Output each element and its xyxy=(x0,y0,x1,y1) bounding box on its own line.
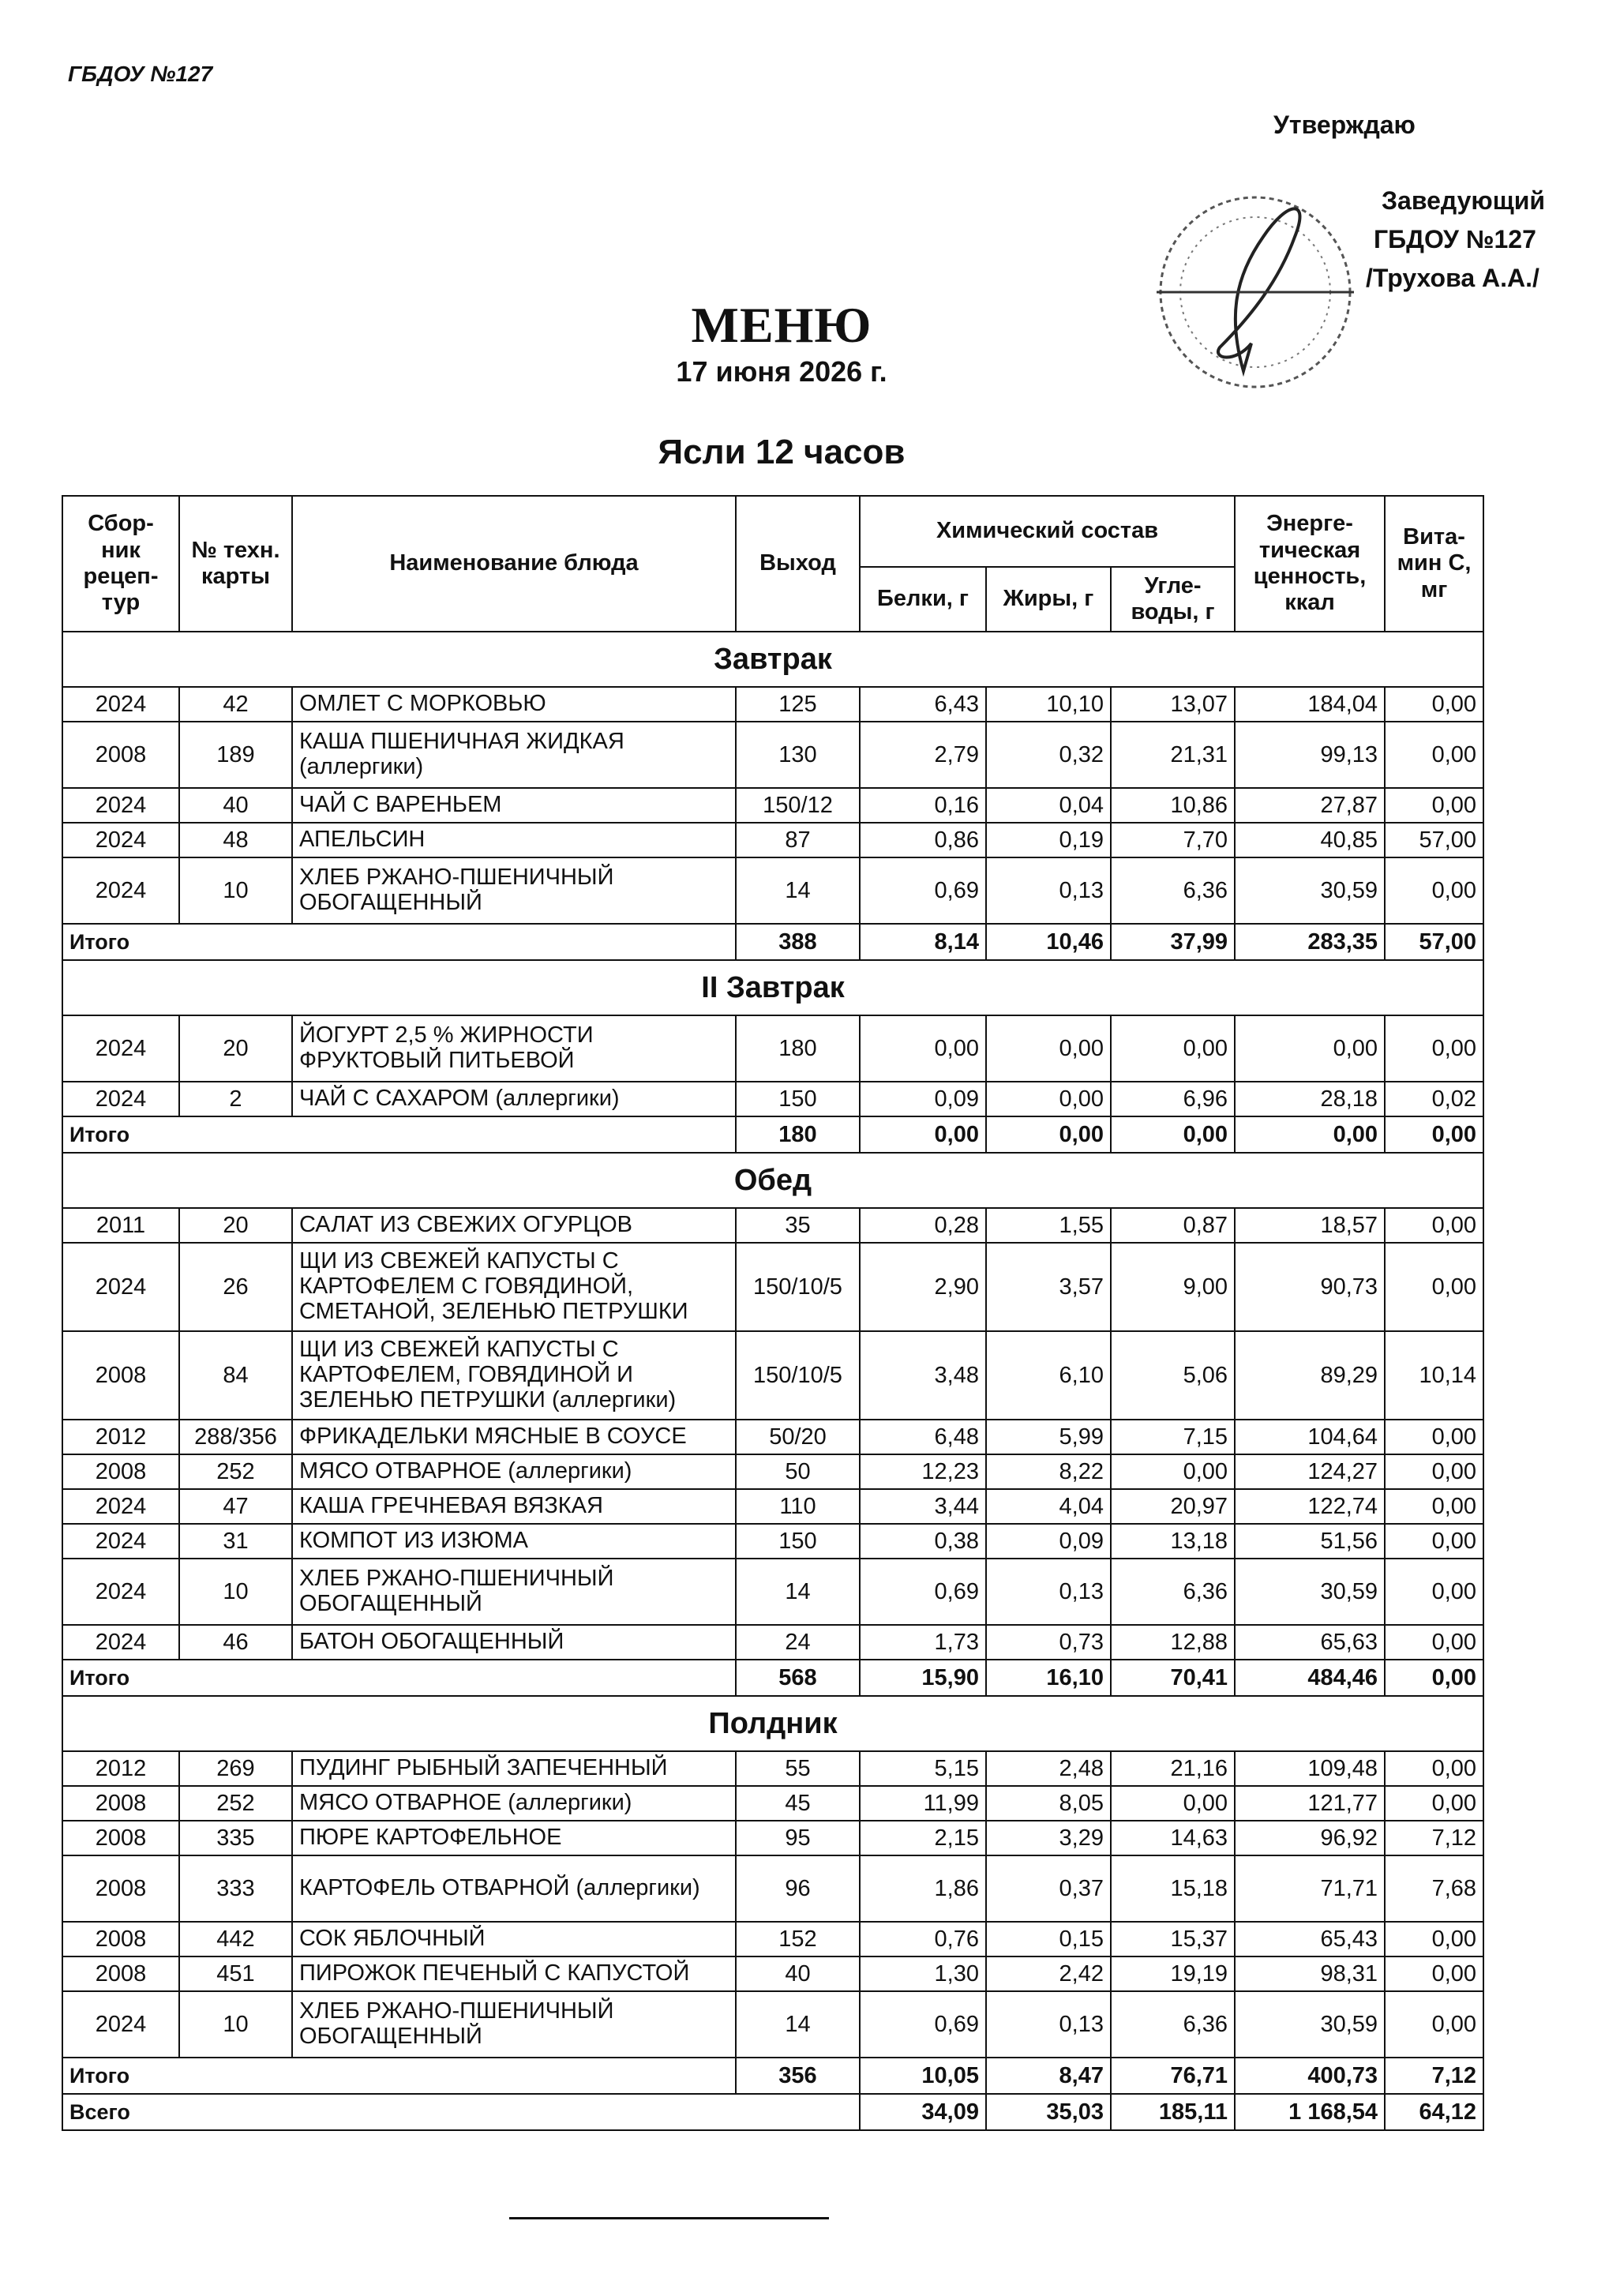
cell-collection-year: 2024 xyxy=(62,857,179,924)
table-row xyxy=(62,788,1483,823)
cell-dish-name: ХЛЕБ РЖАНО-ПШЕНИЧНЫЙ ОБОГАЩЕННЫЙ xyxy=(292,857,736,924)
cell-protein: 3,44 xyxy=(860,1489,986,1524)
grand-total-label: Всего xyxy=(62,2094,860,2130)
cell-protein: 1,30 xyxy=(860,1956,986,1991)
cell-carbs: 6,36 xyxy=(1111,857,1235,924)
cell-dish-name: ЙОГУРТ 2,5 % ЖИРНОСТИ ФРУКТОВЫЙ ПИТЬЕВОЙ xyxy=(292,1015,736,1082)
cell-energy: 98,31 xyxy=(1235,1956,1385,1991)
cell-carbs: 0,00 xyxy=(1111,1786,1235,1821)
cell-vitamin-c: 0,00 xyxy=(1385,1420,1483,1454)
cell-protein: 2,15 xyxy=(860,1821,986,1855)
cell-protein: 2,90 xyxy=(860,1243,986,1331)
table-row xyxy=(62,1821,1483,1855)
cell-collection-year: 2011 xyxy=(62,1208,179,1243)
cell-carbs: 19,19 xyxy=(1111,1956,1235,1991)
table-row xyxy=(62,1559,1483,1625)
cell-dish-name: МЯСО ОТВАРНОЕ (аллергики) xyxy=(292,1786,736,1821)
cell-dish-name: ЩИ ИЗ СВЕЖЕЙ КАПУСТЫ С КАРТОФЕЛЕМ С ГОВЯДИНОЙ, СМЕТАНОЙ, ЗЕЛЕНЬЮ ПЕТРУШКИ xyxy=(292,1243,736,1331)
cell-output: 50 xyxy=(736,1454,860,1489)
footer-divider xyxy=(509,2217,829,2219)
total-energy: 400,73 xyxy=(1235,2058,1385,2094)
cell-protein: 0,69 xyxy=(860,1991,986,2058)
cell-tech-card: 26 xyxy=(179,1243,292,1331)
cell-output: 152 xyxy=(736,1922,860,1956)
cell-fat: 3,29 xyxy=(986,1821,1111,1855)
cell-tech-card: 10 xyxy=(179,1559,292,1625)
cell-dish-name: АПЕЛЬСИН xyxy=(292,823,736,857)
total-vitc: 0,00 xyxy=(1385,1660,1483,1696)
cell-protein: 0,16 xyxy=(860,788,986,823)
cell-carbs: 0,87 xyxy=(1111,1208,1235,1243)
cell-vitamin-c: 0,00 xyxy=(1385,1751,1483,1786)
cell-vitamin-c: 0,00 xyxy=(1385,687,1483,722)
cell-tech-card: 252 xyxy=(179,1454,292,1489)
cell-vitamin-c: 0,00 xyxy=(1385,788,1483,823)
cell-energy: 122,74 xyxy=(1235,1489,1385,1524)
cell-energy: 89,29 xyxy=(1235,1331,1385,1420)
cell-fat: 5,99 xyxy=(986,1420,1111,1454)
cell-carbs: 15,18 xyxy=(1111,1855,1235,1922)
cell-dish-name: ЧАЙ С ВАРЕНЬЕМ xyxy=(292,788,736,823)
cell-fat: 6,10 xyxy=(986,1331,1111,1420)
total-output: 388 xyxy=(736,924,860,960)
total-fat: 8,47 xyxy=(986,2058,1111,2094)
approval-signatory: /Трухова А.А./ xyxy=(1366,264,1539,292)
cell-carbs: 6,36 xyxy=(1111,1991,1235,2058)
cell-energy: 0,00 xyxy=(1235,1015,1385,1082)
cell-carbs: 21,31 xyxy=(1111,722,1235,788)
cell-vitamin-c: 0,00 xyxy=(1385,1922,1483,1956)
cell-collection-year: 2024 xyxy=(62,1559,179,1625)
cell-protein: 0,86 xyxy=(860,823,986,857)
cell-protein: 5,15 xyxy=(860,1751,986,1786)
cell-collection-year: 2008 xyxy=(62,1331,179,1420)
table-row xyxy=(62,1420,1483,1454)
header-vitamin: Вита-мин С, мг xyxy=(1385,496,1483,632)
cell-tech-card: 335 xyxy=(179,1821,292,1855)
cell-collection-year: 2024 xyxy=(62,1991,179,2058)
cell-fat: 2,48 xyxy=(986,1751,1111,1786)
cell-tech-card: 31 xyxy=(179,1524,292,1559)
cell-protein: 0,09 xyxy=(860,1082,986,1116)
table-row xyxy=(62,722,1483,788)
total-vitc: 7,12 xyxy=(1385,2058,1483,2094)
cell-energy: 90,73 xyxy=(1235,1243,1385,1331)
total-fat: 0,00 xyxy=(986,1116,1111,1153)
cell-collection-year: 2008 xyxy=(62,1855,179,1922)
header-dish: Наименование блюда xyxy=(292,496,736,632)
cell-protein: 0,00 xyxy=(860,1015,986,1082)
cell-collection-year: 2008 xyxy=(62,1922,179,1956)
table-row xyxy=(62,1208,1483,1243)
header-collection: Сбор-ник рецеп-тур xyxy=(62,496,179,632)
cell-tech-card: 10 xyxy=(179,857,292,924)
total-label: Итого xyxy=(62,2058,736,2094)
cell-collection-year: 2024 xyxy=(62,1082,179,1116)
total-carbs: 0,00 xyxy=(1111,1116,1235,1153)
header-tech-card: № техн. карты xyxy=(179,496,292,632)
menu-date: 17 июня 2026 г. xyxy=(676,355,887,388)
cell-tech-card: 20 xyxy=(179,1208,292,1243)
cell-collection-year: 2024 xyxy=(62,1015,179,1082)
cell-tech-card: 269 xyxy=(179,1751,292,1786)
table-row xyxy=(62,687,1483,722)
cell-tech-card: 189 xyxy=(179,722,292,788)
grand-total-fat: 35,03 xyxy=(986,2094,1111,2130)
cell-tech-card: 2 xyxy=(179,1082,292,1116)
table-row xyxy=(62,823,1483,857)
cell-collection-year: 2024 xyxy=(62,1625,179,1660)
grand-total-energy: 1 168,54 xyxy=(1235,2094,1385,2130)
cell-collection-year: 2008 xyxy=(62,1956,179,1991)
header-energy: Энерге-тическая ценность, ккал xyxy=(1235,496,1385,632)
cell-energy: 124,27 xyxy=(1235,1454,1385,1489)
cell-collection-year: 2024 xyxy=(62,1489,179,1524)
cell-dish-name: МЯСО ОТВАРНОЕ (аллергики) xyxy=(292,1454,736,1489)
cell-energy: 121,77 xyxy=(1235,1786,1385,1821)
header-output: Выход xyxy=(736,496,860,632)
cell-vitamin-c: 0,00 xyxy=(1385,1625,1483,1660)
total-protein: 0,00 xyxy=(860,1116,986,1153)
cell-fat: 0,13 xyxy=(986,1559,1111,1625)
total-energy: 0,00 xyxy=(1235,1116,1385,1153)
cell-energy: 65,63 xyxy=(1235,1625,1385,1660)
cell-vitamin-c: 10,14 xyxy=(1385,1331,1483,1420)
total-protein: 10,05 xyxy=(860,2058,986,2094)
cell-output: 95 xyxy=(736,1821,860,1855)
cell-energy: 184,04 xyxy=(1235,687,1385,722)
cell-fat: 8,05 xyxy=(986,1786,1111,1821)
cell-output: 150/12 xyxy=(736,788,860,823)
cell-dish-name: ФРИКАДЕЛЬКИ МЯСНЫЕ В СОУСЕ xyxy=(292,1420,736,1454)
cell-dish-name: КАША ГРЕЧНЕВАЯ ВЯЗКАЯ xyxy=(292,1489,736,1524)
total-protein: 8,14 xyxy=(860,924,986,960)
total-energy: 283,35 xyxy=(1235,924,1385,960)
cell-carbs: 13,18 xyxy=(1111,1524,1235,1559)
cell-carbs: 9,00 xyxy=(1111,1243,1235,1331)
cell-collection-year: 2008 xyxy=(62,1454,179,1489)
cell-energy: 27,87 xyxy=(1235,788,1385,823)
cell-tech-card: 46 xyxy=(179,1625,292,1660)
grand-total-protein: 34,09 xyxy=(860,2094,986,2130)
total-output: 568 xyxy=(736,1660,860,1696)
cell-protein: 0,38 xyxy=(860,1524,986,1559)
section-title: Полдник xyxy=(62,1696,1483,1751)
cell-carbs: 12,88 xyxy=(1111,1625,1235,1660)
cell-vitamin-c: 0,00 xyxy=(1385,1208,1483,1243)
cell-fat: 0,04 xyxy=(986,788,1111,823)
cell-carbs: 14,63 xyxy=(1111,1821,1235,1855)
cell-carbs: 13,07 xyxy=(1111,687,1235,722)
section-header xyxy=(62,1696,1483,1751)
cell-protein: 1,73 xyxy=(860,1625,986,1660)
cell-output: 130 xyxy=(736,722,860,788)
cell-carbs: 21,16 xyxy=(1111,1751,1235,1786)
cell-carbs: 20,97 xyxy=(1111,1489,1235,1524)
cell-output: 150/10/5 xyxy=(736,1243,860,1331)
table-row xyxy=(62,1625,1483,1660)
cell-tech-card: 288/356 xyxy=(179,1420,292,1454)
cell-dish-name: ЧАЙ С САХАРОМ (аллергики) xyxy=(292,1082,736,1116)
header-carbs: Угле-воды, г xyxy=(1111,567,1235,632)
grand-total-vitc: 64,12 xyxy=(1385,2094,1483,2130)
cell-output: 150 xyxy=(736,1082,860,1116)
cell-fat: 0,13 xyxy=(986,857,1111,924)
approval-position: Заведующий xyxy=(1382,186,1546,215)
cell-dish-name: САЛАТ ИЗ СВЕЖИХ ОГУРЦОВ xyxy=(292,1208,736,1243)
cell-fat: 3,57 xyxy=(986,1243,1111,1331)
cell-protein: 6,48 xyxy=(860,1420,986,1454)
cell-dish-name: СОК ЯБЛОЧНЫЙ xyxy=(292,1922,736,1956)
table-row xyxy=(62,1855,1483,1922)
cell-output: 24 xyxy=(736,1625,860,1660)
total-row xyxy=(62,2058,1483,2094)
cell-output: 40 xyxy=(736,1956,860,1991)
cell-fat: 8,22 xyxy=(986,1454,1111,1489)
cell-vitamin-c: 7,68 xyxy=(1385,1855,1483,1922)
cell-carbs: 6,96 xyxy=(1111,1082,1235,1116)
grand-total-carbs: 185,11 xyxy=(1111,2094,1235,2130)
cell-fat: 10,10 xyxy=(986,687,1111,722)
cell-energy: 28,18 xyxy=(1235,1082,1385,1116)
cell-collection-year: 2008 xyxy=(62,722,179,788)
cell-tech-card: 20 xyxy=(179,1015,292,1082)
total-label: Итого xyxy=(62,1660,736,1696)
cell-energy: 51,56 xyxy=(1235,1524,1385,1559)
cell-output: 180 xyxy=(736,1015,860,1082)
cell-carbs: 15,37 xyxy=(1111,1922,1235,1956)
header-chem: Химический состав xyxy=(860,496,1235,567)
cell-energy: 40,85 xyxy=(1235,823,1385,857)
section-title: Завтрак xyxy=(62,632,1483,687)
table-row xyxy=(62,1082,1483,1116)
cell-vitamin-c: 0,00 xyxy=(1385,1956,1483,1991)
cell-output: 110 xyxy=(736,1489,860,1524)
cell-output: 45 xyxy=(736,1786,860,1821)
cell-tech-card: 84 xyxy=(179,1331,292,1420)
cell-tech-card: 252 xyxy=(179,1786,292,1821)
section-header xyxy=(62,1153,1483,1208)
total-fat: 16,10 xyxy=(986,1660,1111,1696)
cell-carbs: 10,86 xyxy=(1111,788,1235,823)
cell-fat: 0,32 xyxy=(986,722,1111,788)
section-header xyxy=(62,960,1483,1015)
cell-energy: 104,64 xyxy=(1235,1420,1385,1454)
cell-fat: 0,37 xyxy=(986,1855,1111,1922)
total-row xyxy=(62,924,1483,960)
cell-fat: 0,00 xyxy=(986,1082,1111,1116)
section-title: II Завтрак xyxy=(62,960,1483,1015)
cell-collection-year: 2024 xyxy=(62,1243,179,1331)
cell-collection-year: 2008 xyxy=(62,1786,179,1821)
cell-energy: 71,71 xyxy=(1235,1855,1385,1922)
cell-vitamin-c: 0,00 xyxy=(1385,1991,1483,2058)
cell-protein: 11,99 xyxy=(860,1786,986,1821)
cell-collection-year: 2024 xyxy=(62,687,179,722)
total-output: 356 xyxy=(736,2058,860,2094)
table-row xyxy=(62,1786,1483,1821)
cell-tech-card: 10 xyxy=(179,1991,292,2058)
group-title: Ясли 12 часов xyxy=(658,433,906,471)
table-row xyxy=(62,1922,1483,1956)
cell-carbs: 0,00 xyxy=(1111,1454,1235,1489)
total-row xyxy=(62,1660,1483,1696)
header-fat: Жиры, г xyxy=(986,567,1111,632)
cell-energy: 30,59 xyxy=(1235,1559,1385,1625)
cell-dish-name: КАРТОФЕЛЬ ОТВАРНОЙ (аллергики) xyxy=(292,1855,736,1922)
header-protein: Белки, г xyxy=(860,567,986,632)
cell-protein: 1,86 xyxy=(860,1855,986,1922)
menu-table-body xyxy=(62,632,1483,2130)
cell-vitamin-c: 0,00 xyxy=(1385,722,1483,788)
table-row xyxy=(62,1454,1483,1489)
cell-vitamin-c: 0,00 xyxy=(1385,1559,1483,1625)
cell-dish-name: ХЛЕБ РЖАНО-ПШЕНИЧНЫЙ ОБОГАЩЕННЫЙ xyxy=(292,1991,736,2058)
cell-dish-name: ПИРОЖОК ПЕЧЕНЫЙ С КАПУСТОЙ xyxy=(292,1956,736,1991)
cell-energy: 96,92 xyxy=(1235,1821,1385,1855)
cell-output: 125 xyxy=(736,687,860,722)
cell-carbs: 5,06 xyxy=(1111,1331,1235,1420)
cell-vitamin-c: 57,00 xyxy=(1385,823,1483,857)
cell-vitamin-c: 0,00 xyxy=(1385,1489,1483,1524)
table-row xyxy=(62,1015,1483,1082)
cell-vitamin-c: 0,00 xyxy=(1385,1015,1483,1082)
cell-output: 50/20 xyxy=(736,1420,860,1454)
cell-collection-year: 2024 xyxy=(62,788,179,823)
cell-energy: 65,43 xyxy=(1235,1922,1385,1956)
cell-dish-name: ПЮРЕ КАРТОФЕЛЬНОЕ xyxy=(292,1821,736,1855)
total-output: 180 xyxy=(736,1116,860,1153)
cell-tech-card: 333 xyxy=(179,1855,292,1922)
cell-vitamin-c: 7,12 xyxy=(1385,1821,1483,1855)
menu-table xyxy=(62,495,1484,2131)
cell-energy: 109,48 xyxy=(1235,1751,1385,1786)
cell-collection-year: 2024 xyxy=(62,1524,179,1559)
cell-tech-card: 451 xyxy=(179,1956,292,1991)
page-title: МЕНЮ xyxy=(691,297,872,353)
cell-output: 55 xyxy=(736,1751,860,1786)
cell-carbs: 7,70 xyxy=(1111,823,1235,857)
cell-dish-name: ОМЛЕТ С МОРКОВЬЮ xyxy=(292,687,736,722)
cell-collection-year: 2012 xyxy=(62,1751,179,1786)
cell-dish-name: ПУДИНГ РЫБНЫЙ ЗАПЕЧЕННЫЙ xyxy=(292,1751,736,1786)
section-title: Обед xyxy=(62,1153,1483,1208)
cell-fat: 0,00 xyxy=(986,1015,1111,1082)
cell-dish-name: ХЛЕБ РЖАНО-ПШЕНИЧНЫЙ ОБОГАЩЕННЫЙ xyxy=(292,1559,736,1625)
total-vitc: 57,00 xyxy=(1385,924,1483,960)
cell-protein: 0,69 xyxy=(860,1559,986,1625)
cell-tech-card: 47 xyxy=(179,1489,292,1524)
table-row xyxy=(62,1331,1483,1420)
cell-tech-card: 442 xyxy=(179,1922,292,1956)
cell-carbs: 0,00 xyxy=(1111,1015,1235,1082)
cell-fat: 4,04 xyxy=(986,1489,1111,1524)
cell-energy: 30,59 xyxy=(1235,857,1385,924)
total-carbs: 70,41 xyxy=(1111,1660,1235,1696)
cell-dish-name: КОМПОТ ИЗ ИЗЮМА xyxy=(292,1524,736,1559)
cell-vitamin-c: 0,00 xyxy=(1385,1524,1483,1559)
cell-output: 14 xyxy=(736,857,860,924)
total-label: Итого xyxy=(62,1116,736,1153)
table-row xyxy=(62,1991,1483,2058)
cell-fat: 0,09 xyxy=(986,1524,1111,1559)
cell-output: 14 xyxy=(736,1559,860,1625)
cell-tech-card: 40 xyxy=(179,788,292,823)
cell-output: 150 xyxy=(736,1524,860,1559)
cell-carbs: 6,36 xyxy=(1111,1559,1235,1625)
cell-carbs: 7,15 xyxy=(1111,1420,1235,1454)
cell-dish-name: КАША ПШЕНИЧНАЯ ЖИДКАЯ (аллергики) xyxy=(292,722,736,788)
cell-protein: 0,69 xyxy=(860,857,986,924)
cell-dish-name: ЩИ ИЗ СВЕЖЕЙ КАПУСТЫ С КАРТОФЕЛЕМ, ГОВЯДИНОЙ И ЗЕЛЕНЬЮ ПЕТРУШКИ (аллергики) xyxy=(292,1331,736,1420)
org-name: ГБДОУ №127 xyxy=(68,62,213,86)
cell-fat: 0,15 xyxy=(986,1922,1111,1956)
cell-tech-card: 48 xyxy=(179,823,292,857)
approval-org: ГБДОУ №127 xyxy=(1374,225,1536,253)
cell-protein: 3,48 xyxy=(860,1331,986,1420)
cell-protein: 12,23 xyxy=(860,1454,986,1489)
grand-total-row xyxy=(62,2094,1483,2130)
total-fat: 10,46 xyxy=(986,924,1111,960)
total-carbs: 37,99 xyxy=(1111,924,1235,960)
cell-vitamin-c: 0,00 xyxy=(1385,857,1483,924)
cell-energy: 30,59 xyxy=(1235,1991,1385,2058)
cell-vitamin-c: 0,02 xyxy=(1385,1082,1483,1116)
table-row xyxy=(62,1751,1483,1786)
table-row xyxy=(62,1243,1483,1331)
cell-collection-year: 2024 xyxy=(62,823,179,857)
section-header xyxy=(62,632,1483,687)
total-energy: 484,46 xyxy=(1235,1660,1385,1696)
table-row xyxy=(62,857,1483,924)
cell-fat: 0,73 xyxy=(986,1625,1111,1660)
cell-vitamin-c: 0,00 xyxy=(1385,1786,1483,1821)
cell-fat: 0,13 xyxy=(986,1991,1111,2058)
cell-fat: 1,55 xyxy=(986,1208,1111,1243)
total-protein: 15,90 xyxy=(860,1660,986,1696)
table-row xyxy=(62,1956,1483,1991)
table-row xyxy=(62,1489,1483,1524)
total-label: Итого xyxy=(62,924,736,960)
approval-title: Утверждаю xyxy=(1273,111,1416,139)
cell-fat: 0,19 xyxy=(986,823,1111,857)
table-row xyxy=(62,1524,1483,1559)
cell-vitamin-c: 0,00 xyxy=(1385,1454,1483,1489)
cell-output: 150/10/5 xyxy=(736,1331,860,1420)
cell-output: 14 xyxy=(736,1991,860,2058)
cell-output: 96 xyxy=(736,1855,860,1922)
cell-protein: 0,76 xyxy=(860,1922,986,1956)
cell-dish-name: БАТОН ОБОГАЩЕННЫЙ xyxy=(292,1625,736,1660)
total-carbs: 76,71 xyxy=(1111,2058,1235,2094)
cell-fat: 2,42 xyxy=(986,1956,1111,1991)
total-vitc: 0,00 xyxy=(1385,1116,1483,1153)
cell-energy: 18,57 xyxy=(1235,1208,1385,1243)
cell-collection-year: 2008 xyxy=(62,1821,179,1855)
cell-protein: 0,28 xyxy=(860,1208,986,1243)
cell-vitamin-c: 0,00 xyxy=(1385,1243,1483,1331)
total-row xyxy=(62,1116,1483,1153)
cell-protein: 6,43 xyxy=(860,687,986,722)
cell-tech-card: 42 xyxy=(179,687,292,722)
cell-energy: 99,13 xyxy=(1235,722,1385,788)
cell-protein: 2,79 xyxy=(860,722,986,788)
cell-output: 87 xyxy=(736,823,860,857)
cell-output: 35 xyxy=(736,1208,860,1243)
cell-collection-year: 2012 xyxy=(62,1420,179,1454)
